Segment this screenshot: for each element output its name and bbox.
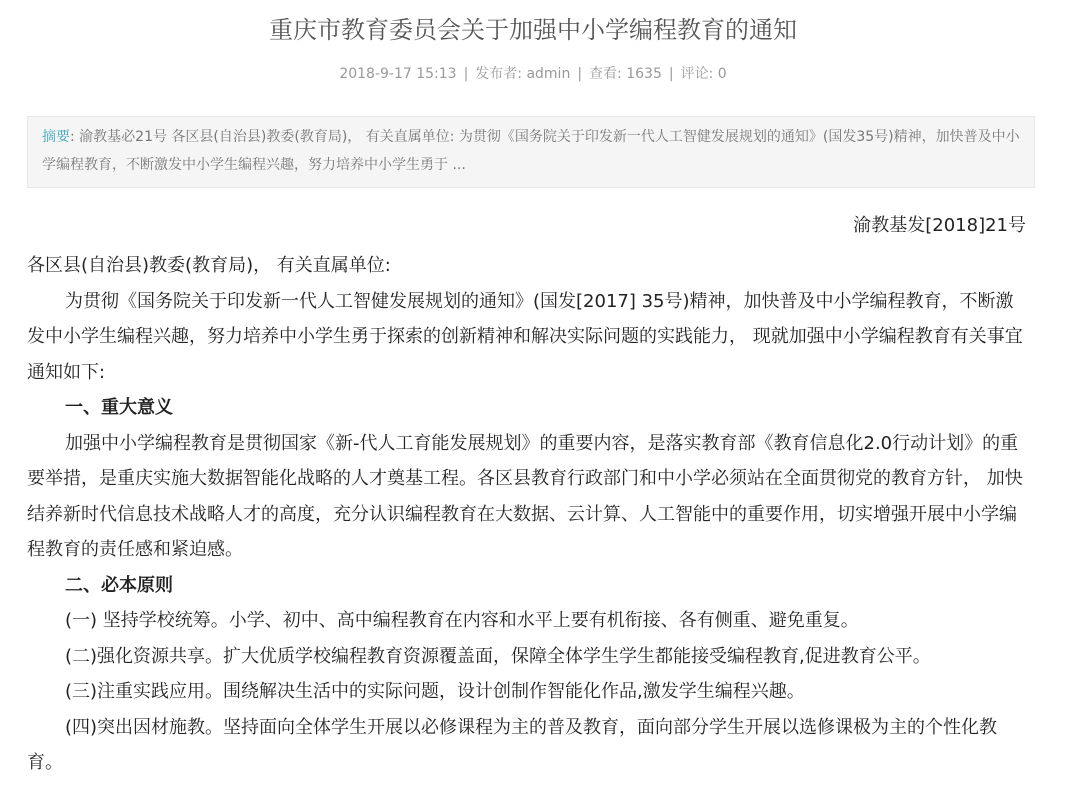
principle-item: (二)强化资源共享。扩大优质学校编程教育资源覆盖面，保障全体学生学生都能接受编程教育,促进教育公平。 xyxy=(65,645,931,667)
comments-count[interactable]: 0 xyxy=(717,66,727,82)
article-body xyxy=(27,248,1027,781)
intro-paragraph: 为贯彻《国务院关于印发新一代人工智健发展规划的通知》(国发[2017] 35号)精神，加快普及中小学编程教育，不断激发中小学生编程兴趣，努力培养中小学生勇于探索的创新精神和解决实际问题的实践能力， 现就加强中小学编程教育有关事宜通知如下: xyxy=(27,290,1023,383)
views-count: 1635 xyxy=(626,66,662,82)
summary-label: 摘要 xyxy=(42,129,70,145)
article-summary xyxy=(27,116,1035,188)
publisher-name[interactable]: admin xyxy=(526,66,571,82)
publisher-label: 发布者: xyxy=(475,66,522,82)
principle-item: (三)注重实践应用。围绕解决生活中的实际问题，设计创制作智能化作品,激发学生编程兴趣。 xyxy=(65,681,805,702)
article-meta xyxy=(0,64,1066,84)
views-label: 查看: xyxy=(589,66,622,82)
summary-text: : 渝教基必21号 各区县(自治县)教委(教育局)， 有关直属单位: 为贯彻《国务院关于印发新一代人工智健发展规划的通知》(国发35号)精神，加快普及中小学编程教育，不断激发中小学生编程兴趣，努力培养中小学生勇于 ... xyxy=(42,129,1020,173)
principle-item: (四)突出因材施教。坚持面向全体学生开展以必修课程为主的普及教育，面向部分学生开展以选修课极为主的个性化教育。 xyxy=(27,716,998,773)
article-title: 重庆市教育委员会关于加强中小学编程教育的通知 xyxy=(269,16,797,44)
document-number: 渝教基发[2018]21号 xyxy=(853,215,1026,236)
salutation: 各区县(自治县)教委(教育局)， 有关直属单位: xyxy=(27,255,391,276)
meta-separator: | xyxy=(463,66,469,82)
principle-item: (一) 坚持学校统筹。小学、初中、高中编程教育在内容和水平上要有机衔接、各有侧重、避免重复。 xyxy=(65,610,859,631)
comments-label: 评论: xyxy=(680,66,714,82)
section-heading-principles: 二、必本原则 xyxy=(65,574,173,596)
meta-separator: | xyxy=(668,66,674,82)
section-heading-significance: 一、重大意义 xyxy=(65,397,173,418)
meta-separator: | xyxy=(577,66,583,82)
significance-paragraph: 加强中小学编程教育是贯彻国家《新-代人工育能发展规划》的重要内容，是落实教育部《教育信息化2.0行动计划》的重要举措，是重庆实施大数据智能化战略的人才奠基工程。各区县教育行政部门和中小学必须站在全面贯彻党的教育方针， 加快结养新时代信息技术战略人才的高度，充分认识编程教育在大数据、云计算、人工智能中的重要作用，切实增强开展中小学编程教育的责任感和紧迫感。 xyxy=(27,432,1023,560)
publish-date: 2018-9-17 15:13 xyxy=(339,66,457,82)
